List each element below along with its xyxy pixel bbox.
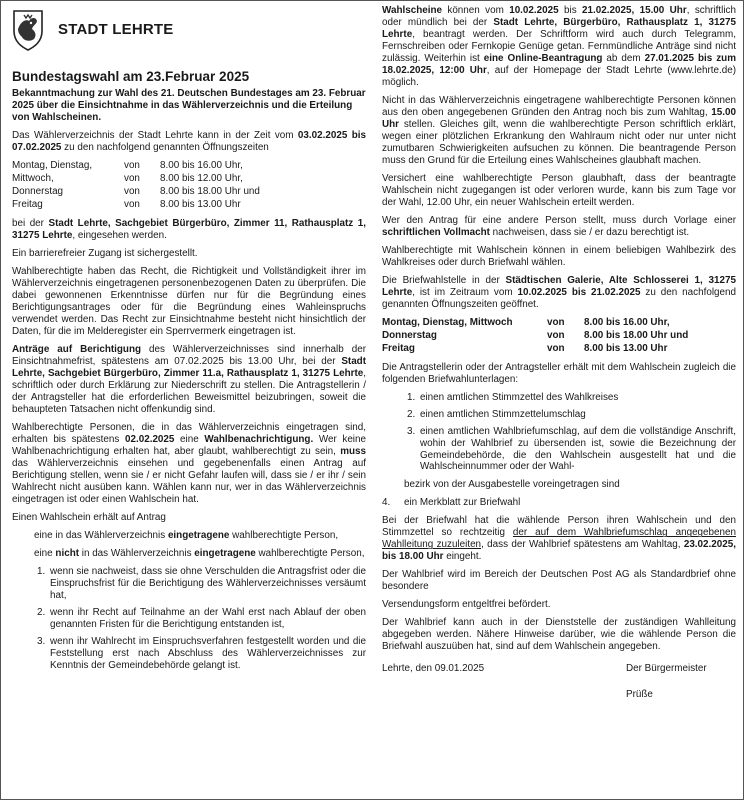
signature-block <box>382 663 736 715</box>
place-date: Lehrte, den 09.01.2025 <box>382 663 485 675</box>
paragraph-registered: eine in das Wählerverzeichnis eingetragene wahlberechtigte Person, <box>34 529 339 541</box>
list-item-number: 4. <box>382 497 391 509</box>
paragraph-ballot-application: Wahlscheine können vom 10.02.2025 bis 21.02.2025, 15.00 Uhr, schriftlich oder mündlich bei der Stadt Lehrte, Bürgerbüro, Rathausplatz 1, 31275 Lehrte, beantragt werden. Der Schriftform wird auch durch Telegramm, Fernschreiben oder Fernkopie Genüge getan. Fernmündliche Anträge sind nicht zulässig. Weiterhin ist eine Online-Beantragung ab dem 27.01.2025 bis zum 18.02.2025, 12:00 Uhr, auf der Homepage der Stadt Lehrte (www.lehrte.de) möglich. <box>382 5 736 88</box>
signatory <box>626 663 736 715</box>
hours-row: Mittwoch, von 8.00 bis 12.00 Uhr, <box>12 173 243 185</box>
list-continuation: bezirk von der Ausgabestelle voreingetragen sind <box>404 479 620 491</box>
paragraph-voting-options: Wahlberechtigte mit Wahlschein können in einem beliebigen Wahlbezirk des Wahlkreises oder durch Briefwahl wählen. <box>382 244 736 268</box>
paragraph-location: bei der Stadt Lehrte, Sachgebiet Bürgerbüro, Zimmer 11, Rathausplatz 1, 31275 Lehrte, eingesehen werden. <box>12 218 366 242</box>
right-column <box>382 5 736 797</box>
announcement-title: Bundestagswahl am 23.Februar 2025 <box>12 69 250 84</box>
paragraph-late-application: Nicht in das Wählerverzeichnis eingetragene wahlberechtigte Personen können aus den oben angegebenen Gründen den Antrag noch bis zum Wahltag, 15.00 Uhr stellen. Gleiches gilt, wenn die wahlberechtigte Person schriftlich erklärt, wegen einer plötzlichen Erkrankung den Wahlraum nicht oder nur unter nicht zumutbaren Schwierigkeiten aufsuchen zu können. Die beantragende Person muss den Grund für die Erteilung eines Wahlscheines glaubhaft machen. <box>382 94 736 166</box>
documents-list <box>382 392 736 474</box>
postal-office-hours-table <box>382 317 688 356</box>
city-name: STADT LEHRTE <box>58 20 174 38</box>
hours-row: Freitag von 8.00 bis 13.00 Uhr <box>382 342 668 354</box>
paragraph-inspection-period: Das Wählerverzeichnis der Stadt Lehrte kann in der Zeit vom 03.02.2025 bis 07.02.2025 zu den nachfolgend genannten Öffnungszeiten <box>12 130 366 154</box>
paragraph-lost-ballot: Versichert eine wahlberechtigte Person glaubhaft, dass der beantragte Wahlschein nicht zugegangen ist oder verloren wurde, kann bis zum Tage vor der Wahl, 12.00 Uhr, ein neuer Wahlschein erteilt werden. <box>382 172 736 208</box>
paragraph-postage-free: Versendungsform entgeltfrei befördert. <box>382 599 551 611</box>
list-item: 3. wenn ihr Wahlrecht im Einspruchsverfahren festgestellt worden und die Feststellung erst nach Abschluss des Wählerverzeichnisses zur Kenntnis der Gemeindebehörde gelangt ist. <box>48 636 366 672</box>
signatory-name: Prüße <box>626 689 653 701</box>
list-item: 2. wenn ihr Recht auf Teilnahme an der Wahl erst nach Ablauf der oben genannten Fristen für die Berichtigung entstanden ist, <box>48 607 366 631</box>
list-item: 1. einen amtlichen Stimmzettel des Wahlkreises <box>418 392 736 404</box>
paragraph-rights: Wahlberechtigte haben das Recht, die Richtigkeit und Vollständigkeit ihrer im Wählerverzeichnis eingetragenen personenbezogenen Daten zu überprüfen. Die dabei gewonnenen Erkenntnisse dürfen nur für die Begründung eines Berichtigungsantrages oder für die Begründung eines Wahleinspruchs verwendet werden. Das Recht zur Einsichtnahme besteht nicht hinsichtlich der Daten, für die im Melderegister ein Sperrvermerk eingetragen ist. <box>12 266 366 338</box>
list-item: 3. einen amtlichen Wahlbriefumschlag, auf dem die vollständige Anschrift, wohin der Wahlbrief zu übersenden ist, sowie die Bezeichnung der Gemeindebehörde, die den Wahlschein ausgestellt hat und die Wahlscheinnummer oder der Wahl- <box>418 426 736 474</box>
paragraph-notification: Wahlberechtigte Personen, die in das Wählerverzeichnis eingetragen sind, erhalten bis spätestens 02.02.2025 eine Wahlbenachrichtigung. Wer keine Wahlbenachrichtigung erhalten hat, aber glaubt, wahlberechtigt zu sein, muss das Wählerverzeichnis einsehen und gegebenenfalls einen Antrag auf Berichtigung stellen, wenn sie / er nicht Gefahr laufen will, dass sie / er ihr / sein Wahlrecht nicht ausüben kann. Wählen kann nur, wer in das Wählerverzeichnis eingetragen ist oder einen Wahlschein hat. <box>12 421 366 505</box>
list-item-text: ein Merkblatt zur Briefwahl <box>404 497 521 509</box>
left-column <box>12 5 366 797</box>
paragraph-not-registered: eine nicht in das Wählerverzeichnis eingetragene wahlberechtigte Person, <box>34 547 365 559</box>
opening-hours-table <box>12 160 260 212</box>
paragraph-proxy: Wer den Antrag für eine andere Person stellt, muss durch Vorlage einer schriftlichen Vollmacht nachweisen, dass sie / er dazu berechtigt ist. <box>382 214 736 238</box>
paragraph-ballot-intro: Einen Wahlschein erhält auf Antrag <box>12 511 166 523</box>
signatory-role: Der Bürgermeister <box>626 663 707 675</box>
header <box>12 5 366 55</box>
hours-row: Donnerstag von 8.00 bis 18.00 Uhr und <box>12 186 260 198</box>
paragraph-postal-office: Die Briefwahlstelle in der Städtischen Galerie, Alte Schlosserei 1, 31275 Lehrte, ist im Zeitraum vom 10.02.2025 bis 21.02.2025 zu den nachfolgend genannten Öffnungszeiten geöffnet. <box>382 274 736 310</box>
announcement-lead: Bekanntmachung zur Wahl des 21. Deutschen Bundestages am 23. Februar 2025 über die Einsichtnahme in das Wählerverzeichnis und die Erteilung von Wahlscheinen. <box>12 88 366 124</box>
hours-row: Montag, Dienstag, von 8.00 bis 16.00 Uhr, <box>12 160 243 172</box>
paragraph-postal-deadline: Bei der Briefwahl hat die wählende Person ihren Wahlschein und den Stimmzettel so rechtzeitig der auf dem Wahlbriefumschlag angegebenen Wahlleitung zuzuleiten, dass der Wahlbrief spätestens am Wahltag, 23.02.2025, bis 18.00 Uhr eingeht. <box>382 515 736 563</box>
list-item-4 <box>382 497 736 509</box>
hours-row: Donnerstag von 8.00 bis 18.00 Uhr und <box>382 329 689 341</box>
paragraph-documents-intro: Die Antragstellerin oder der Antragsteller erhält mit dem Wahlschein zugleich die folgenden Briefwahlunterlagen: <box>382 361 736 385</box>
conditions-list <box>12 566 366 672</box>
paragraph-correction: Anträge auf Berichtigung des Wählerverzeichnisses sind innerhalb der Einsichtnahmefrist, spätestens am 07.02.2025 bis 13.00 Uhr, bei der Stadt Lehrte, Sachgebiet Bürgerbüro, Zimmer 11.a, Rathausplatz 1, 31275 Lehrte, schriftlich oder durch Erklärung zur Niederschrift zu stellen. Die Antragstellerin / der Antragsteller hat die erforderlichen Beweismittel beizubringen, soweit die behaupteten Tatsachen nicht offenkundig sind. <box>12 344 366 415</box>
paragraph-accessibility: Ein barrierefreier Zugang ist sichergestellt. <box>12 248 198 260</box>
paragraph-postage: Der Wahlbrief wird im Bereich der Deutschen Post AG als Standardbrief ohne besondere <box>382 569 736 593</box>
hours-row: Freitag von 8.00 bis 13.00 Uhr <box>12 199 241 211</box>
paragraph-handin: Der Wahlbrief kann auch in der Dienststelle der zuständigen Wahlleitung abgegeben werden. Nähere Hinweise darüber, wie die wählende Person die Briefwahl auszuüben hat, sind auf dem Wahlschein angegeben. <box>382 617 736 653</box>
city-crest-icon <box>12 9 44 51</box>
list-item: 1. wenn sie nachweist, dass sie ohne Verschulden die Antragsfrist oder die Einspruchsfrist für die Berichtigung des Wählerverzeichnisses versäumt hat, <box>48 566 366 602</box>
hours-row: Montag, Dienstag, Mittwoch von 8.00 bis 16.00 Uhr, <box>382 316 670 328</box>
list-item: 2. einen amtlichen Stimmzettelumschlag <box>418 409 736 421</box>
